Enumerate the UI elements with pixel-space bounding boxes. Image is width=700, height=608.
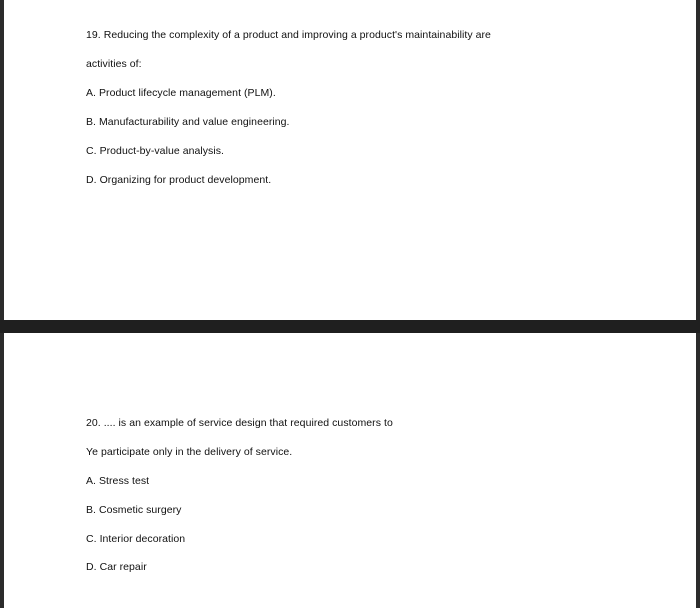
question-19-option-c: C. Product-by-value analysis.: [86, 145, 225, 157]
question-20-text-line-1: 20. .... is an example of service design that required customers to: [86, 417, 393, 429]
document-page-1: [4, 0, 696, 320]
question-19-option-d: D. Organizing for product development.: [86, 174, 272, 186]
question-20-option-b: B. Cosmetic surgery: [86, 504, 182, 516]
question-20-option-a: A. Stress test: [86, 475, 150, 487]
question-19-text-line-2: activities of:: [86, 58, 142, 70]
question-19-text-line-1: 19. Reducing the complexity of a product and improving a product's maintainability are: [86, 29, 491, 41]
question-20-text-line-2: Ye participate only in the delivery of service.: [86, 446, 293, 458]
question-19-option-b: B. Manufacturability and value engineering.: [86, 116, 290, 128]
question-20-option-c: C. Interior decoration: [86, 533, 186, 545]
question-19-option-a: A. Product lifecycle management (PLM).: [86, 87, 276, 99]
question-20-option-d: D. Car repair: [86, 561, 147, 573]
document-page-2: [4, 333, 696, 608]
page-divider: [0, 320, 700, 333]
